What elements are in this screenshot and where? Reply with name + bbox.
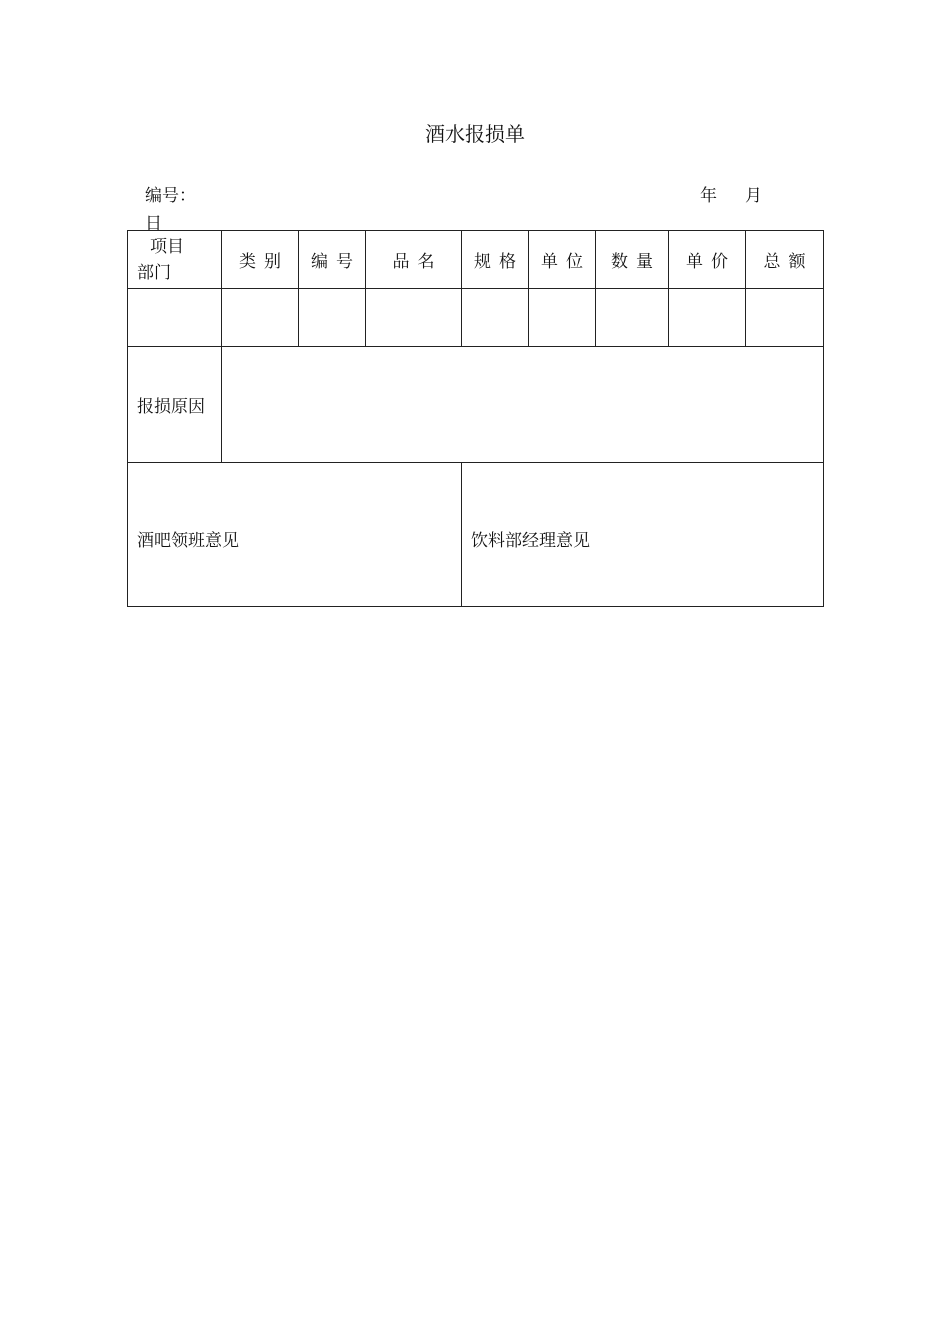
form-number-label: 编号：	[145, 186, 196, 206]
entry-row	[128, 289, 824, 347]
month-label: 月	[745, 186, 762, 206]
reason-row	[128, 347, 824, 463]
corner-header-cell	[128, 231, 222, 289]
bar-supervisor-opinion-field[interactable]	[128, 463, 462, 607]
entry-code-cell[interactable]	[299, 289, 366, 347]
header-row	[128, 231, 824, 289]
reason-label: 报损原因	[128, 347, 222, 463]
header-spec: 规格	[462, 231, 529, 289]
header-unit: 单位	[529, 231, 596, 289]
header-category: 类别	[222, 231, 299, 289]
entry-total-cell[interactable]	[746, 289, 824, 347]
corner-item-label: 项目	[150, 236, 184, 257]
beverage-manager-opinion-label: 饮料部经理意见	[471, 531, 590, 551]
entry-name-cell[interactable]	[366, 289, 462, 347]
entry-quantity-cell[interactable]	[596, 289, 669, 347]
corner-dept-label: 部门	[137, 262, 171, 283]
entry-unit-cell[interactable]	[529, 289, 596, 347]
day-label: 日	[145, 214, 162, 234]
date-year-month	[700, 181, 762, 206]
bar-supervisor-opinion-label: 酒吧领班意见	[137, 531, 239, 551]
header-quantity: 数量	[596, 231, 669, 289]
header-unit-price: 单价	[669, 231, 746, 289]
beverage-manager-opinion-field[interactable]	[462, 463, 824, 607]
opinion-row	[128, 463, 824, 607]
year-label: 年	[700, 186, 717, 206]
entry-spec-cell[interactable]	[462, 289, 529, 347]
header-product-name: 品名	[366, 231, 462, 289]
entry-dept-cell[interactable]	[128, 289, 222, 347]
entry-category-cell[interactable]	[222, 289, 299, 347]
page-title: 酒水报损单	[425, 122, 525, 146]
header-total: 总额	[746, 231, 824, 289]
entry-price-cell[interactable]	[669, 289, 746, 347]
header-code: 编号	[299, 231, 366, 289]
report-form-table	[127, 230, 824, 607]
reason-field[interactable]	[222, 347, 824, 463]
